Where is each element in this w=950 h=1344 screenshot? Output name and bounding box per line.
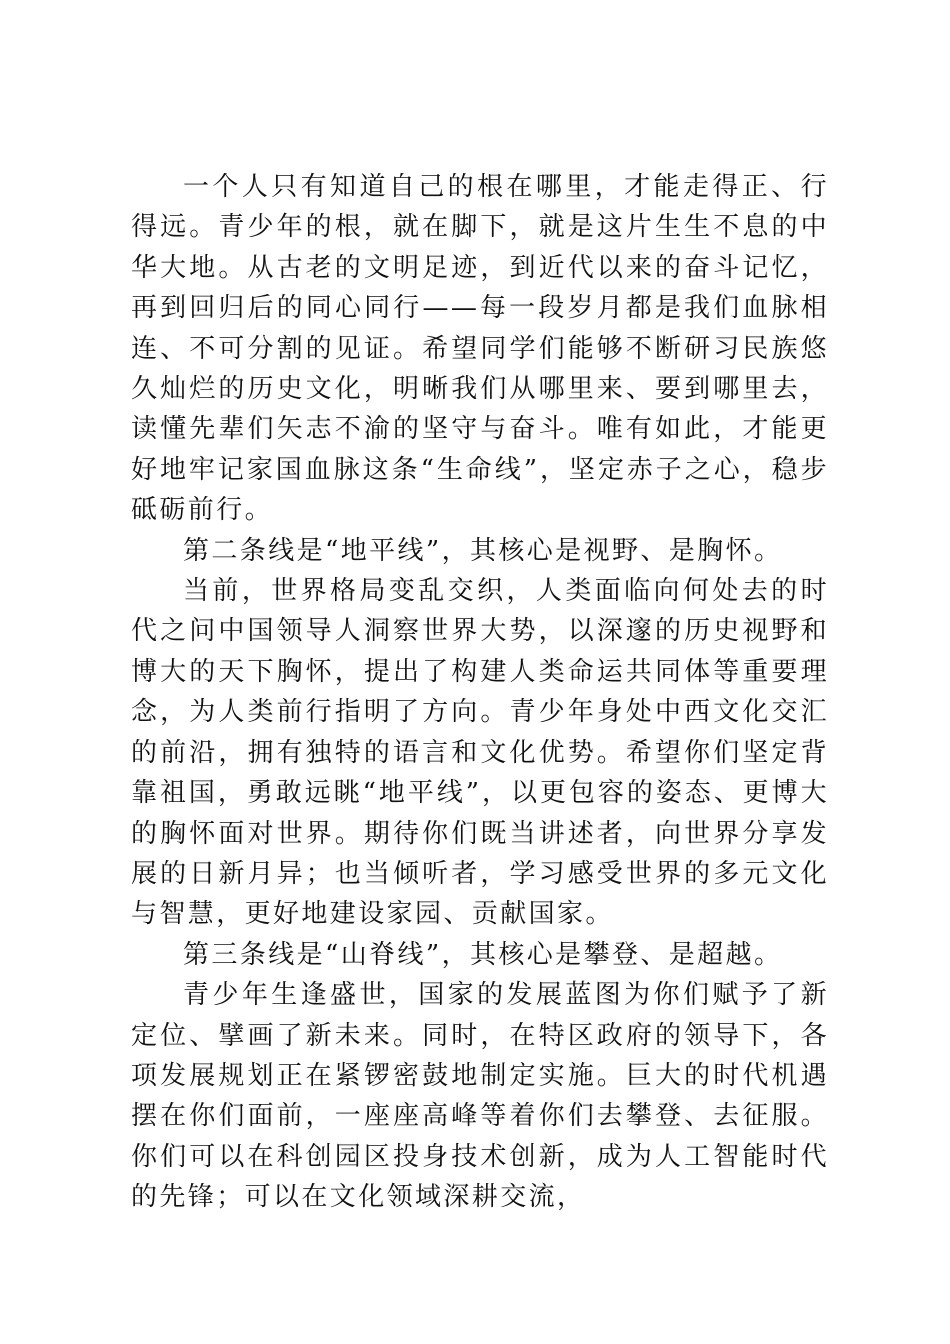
paragraph-horizon-heading: 第二条线是“地平线”，其核心是视野、是胸怀。 bbox=[183, 535, 783, 566]
paragraph-horizon: 当前，世界格局变乱交织，人类面临向何处去的时代之问中国领导人洞察世界大势，以深邃的历史视野和博大的天下胸怀，提出了构建人类命运共同体等重要理念，为人类前行指明了方向。青少年身处中西文化交汇的前沿，拥有独特的语言和文化优势。希望你们坚定背靠祖国，勇敢远眺“地平线”，以更包容的姿态、更博大的胸怀面对世界。期待你们既当讲述者，向世界分享发展的日新月异；也当倾听者，学习感受世界的多元文化与智慧，更好地建设家园、贡献国家。 bbox=[131, 576, 829, 930]
paragraph-ridge-heading: 第三条线是“山脊线”，其核心是攀登、是超越。 bbox=[183, 939, 783, 970]
paragraph-ridge: 青少年生逢盛世，国家的发展蓝图为你们赋予了新定位、擘画了新未来。同时，在特区政府的领导下，各项发展规划正在紧锣密鼓地制定实施。巨大的时代机遇摆在你们面前，一座座高峰等着你们去攀登、去征服。你们可以在科创园区投身技术创新，成为人工智能时代的先锋；可以在文化领域深耕交流， bbox=[131, 980, 829, 1213]
body-text bbox=[131, 167, 829, 1218]
paragraph-roots: 一个人只有知道自己的根在哪里，才能走得正、行得远。青少年的根，就在脚下，就是这片生生不息的中华大地。从古老的文明足迹，到近代以来的奋斗记忆，再到回归后的同心同行——每一段岁月都是我们血脉相连、不可分割的见证。希望同学们能够不断研习民族悠久灿烂的历史文化，明晰我们从哪里来、要到哪里去，读懂先辈们矢志不渝的坚守与奋斗。唯有如此，才能更好地牢记家国血脉这条“生命线”，坚定赤子之心，稳步砥砺前行。 bbox=[131, 172, 829, 526]
